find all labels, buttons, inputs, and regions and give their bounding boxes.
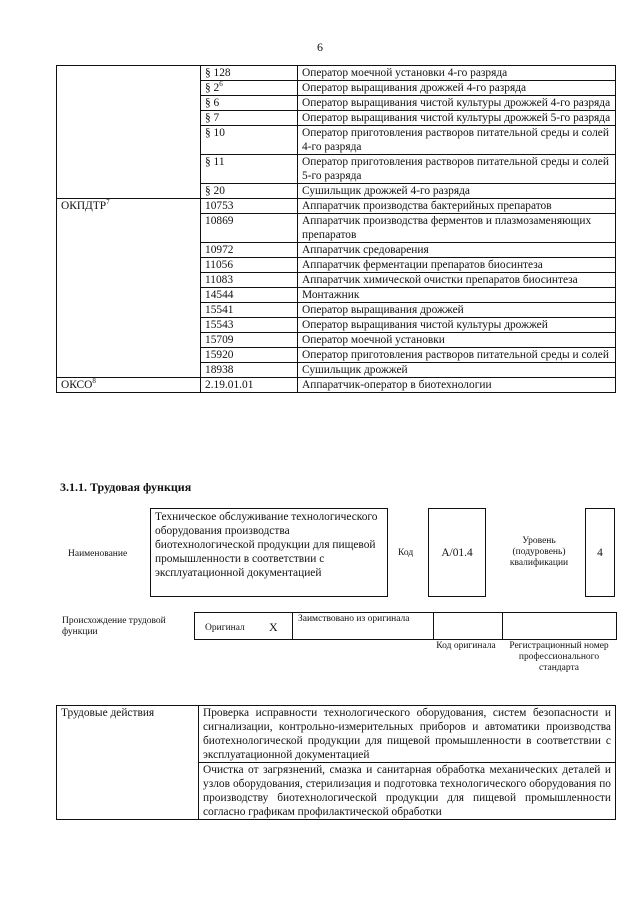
code-value-box xyxy=(428,508,486,597)
classifier-cell xyxy=(57,155,201,184)
table-row xyxy=(57,184,616,199)
title-cell: Аппаратчик-оператор в биотехнологии xyxy=(298,378,616,393)
table-row xyxy=(57,318,616,333)
code-cell xyxy=(201,333,298,348)
table-row xyxy=(57,199,616,214)
code-cell xyxy=(201,96,298,111)
code-text: 11056 xyxy=(205,259,234,271)
origin-divider-3 xyxy=(502,613,503,639)
table-row xyxy=(57,66,616,81)
original-mark: X xyxy=(269,620,278,634)
table-row xyxy=(57,81,616,96)
code-text: 14544 xyxy=(205,289,234,301)
title-cell: Оператор приготовления растворов питательной среды и солей 4-го разряда xyxy=(298,126,616,155)
code-cell xyxy=(201,303,298,318)
classifier-cell xyxy=(57,318,201,333)
classifier-cell xyxy=(57,111,201,126)
borrowed-label: Заимствовано из оригинала xyxy=(298,614,410,624)
origin-label: Происхождение трудовой функции xyxy=(62,616,166,637)
table-row xyxy=(57,348,616,363)
title-cell: Сушильщик дрожжей 4-го разряда xyxy=(298,184,616,199)
classifier-cell xyxy=(57,126,201,155)
code-cell xyxy=(201,348,298,363)
code-text: 15543 xyxy=(205,319,234,331)
code-text: 15920 xyxy=(205,349,234,361)
classifier-cell xyxy=(57,81,201,96)
code-cell xyxy=(201,126,298,155)
title-cell: Оператор выращивания чистой культуры дрожжей 4-го разряда xyxy=(298,96,616,111)
classifier-cell xyxy=(57,243,201,258)
table-row xyxy=(57,303,616,318)
code-cell xyxy=(201,81,298,96)
code-text: § 20 xyxy=(205,185,225,197)
title-cell: Оператор моечной установки xyxy=(298,333,616,348)
function-code: A/01.4 xyxy=(441,547,473,559)
function-name: Техническое обслуживание технологического оборудования производства биотехнологической продукции для пищевой промышленности в соответствии с эксплуатационной документацией xyxy=(155,511,378,579)
classifier-cell xyxy=(57,378,201,393)
code-cell xyxy=(201,288,298,303)
code-text: 15709 xyxy=(205,334,234,346)
classifier-name: ОКСО xyxy=(61,379,93,391)
table-row xyxy=(57,126,616,155)
section-title: 3.1.1. Трудовая функция xyxy=(60,480,192,494)
classifier-cell xyxy=(57,214,201,243)
classifier-name: ОКПДТР xyxy=(61,200,107,212)
code-cell xyxy=(201,184,298,199)
table-row xyxy=(57,111,616,126)
code-text: 10972 xyxy=(205,244,234,256)
code-caption: Код оригинала xyxy=(436,641,496,651)
page-number: 6 xyxy=(317,40,323,54)
title-cell: Аппаратчик производства ферментов и плазмозаменяющих препаратов xyxy=(298,214,616,243)
code-cell xyxy=(201,66,298,81)
footnote-ref: 8 xyxy=(92,377,96,386)
name-value-box xyxy=(150,508,388,597)
table-row xyxy=(57,96,616,111)
code-cell xyxy=(201,243,298,258)
classifier-cell xyxy=(57,333,201,348)
title-cell: Аппаратчик химической очистки препаратов биосинтеза xyxy=(298,273,616,288)
code-text: 18938 xyxy=(205,364,234,376)
table-row xyxy=(57,288,616,303)
table-row xyxy=(57,243,616,258)
classifier-cell xyxy=(57,66,201,81)
code-cell xyxy=(201,111,298,126)
classifier-cell xyxy=(57,363,201,378)
table-row xyxy=(57,333,616,348)
labor-action-row xyxy=(57,706,616,763)
title-cell: Оператор моечной установки 4-го разряда xyxy=(298,66,616,81)
title-cell: Оператор выращивания чистой культуры дрожжей 5-го разряда xyxy=(298,111,616,126)
footnote-ref: 7 xyxy=(106,198,110,207)
labor-action-2: Очистка от загрязнений, смазка и санитарная обработка механических деталей и узлов оборудования, стерилизация и подготовка технологического оборудования по производству биотехнологической продукции для пищевой промышленности согласно графикам профилактической обработки xyxy=(199,763,616,820)
code-text: 10869 xyxy=(205,215,234,227)
classifier-cell xyxy=(57,199,201,214)
labor-actions-label: Трудовые действия xyxy=(57,706,199,820)
code-cell xyxy=(201,258,298,273)
footnote-ref: 6 xyxy=(219,80,223,89)
title-cell: Оператор приготовления растворов питательной среды и солей 5-го разряда xyxy=(298,155,616,184)
table-row xyxy=(57,378,616,393)
title-cell: Аппаратчик производства бактерийных препаратов xyxy=(298,199,616,214)
title-cell: Оператор выращивания дрожжей 4-го разряда xyxy=(298,81,616,96)
qualification-directory-table xyxy=(56,65,616,393)
labor-actions-table xyxy=(56,705,616,820)
origin-divider-2 xyxy=(433,613,434,639)
title-cell: Оператор выращивания чистой культуры дрожжей xyxy=(298,318,616,333)
classifier-cell xyxy=(57,184,201,199)
title-cell: Сушильщик дрожжей xyxy=(298,363,616,378)
table-row xyxy=(57,155,616,184)
code-cell xyxy=(201,378,298,393)
code-cell xyxy=(201,214,298,243)
classifier-cell xyxy=(57,96,201,111)
origin-divider-1 xyxy=(292,613,293,639)
origin-box xyxy=(194,612,617,640)
classifier-cell xyxy=(57,348,201,363)
code-label: Код xyxy=(398,548,414,558)
level-value-box xyxy=(585,508,615,597)
original-label: Оригинал xyxy=(205,623,245,633)
code-text: 15541 xyxy=(205,304,234,316)
table-row xyxy=(57,214,616,243)
code-cell xyxy=(201,155,298,184)
code-cell xyxy=(201,273,298,288)
qualification-level: 4 xyxy=(597,547,603,559)
code-text: 11083 xyxy=(205,274,234,286)
title-cell: Оператор выращивания дрожжей xyxy=(298,303,616,318)
name-label: Наименование xyxy=(68,549,128,559)
classifier-cell xyxy=(57,273,201,288)
table-row xyxy=(57,273,616,288)
labor-action-1: Проверка исправности технологического оборудования, систем безопасности и сигнализации, контрольно-измерительных приборов и автоматики производства биотехнологической продукции для пищевой промышленности в соответствии с эксплуатационной документацией xyxy=(199,706,616,763)
code-cell xyxy=(201,199,298,214)
title-cell: Аппаратчик ферментации препаратов биосинтеза xyxy=(298,258,616,273)
code-text: § 128 xyxy=(205,67,231,79)
code-cell xyxy=(201,318,298,333)
code-cell xyxy=(201,363,298,378)
code-text: § 6 xyxy=(205,97,220,109)
title-cell: Монтажник xyxy=(298,288,616,303)
reg-caption: Регистрационный номер профессионального стандарта xyxy=(509,641,609,673)
level-label: Уровень (подуровень) квалификации xyxy=(509,536,569,568)
code-text: § 10 xyxy=(205,127,225,139)
table-row xyxy=(57,363,616,378)
classifier-cell xyxy=(57,303,201,318)
code-text: 10753 xyxy=(205,200,234,212)
title-cell: Аппаратчик средоварения xyxy=(298,243,616,258)
code-text: § 7 xyxy=(205,112,220,124)
table-row xyxy=(57,258,616,273)
classifier-cell xyxy=(57,288,201,303)
classifier-cell xyxy=(57,258,201,273)
code-text: § 2 xyxy=(205,82,220,94)
code-text: § 11 xyxy=(205,156,225,168)
title-cell: Оператор приготовления растворов питательной среды и солей xyxy=(298,348,616,363)
code-text: 2.19.01.01 xyxy=(205,379,254,391)
